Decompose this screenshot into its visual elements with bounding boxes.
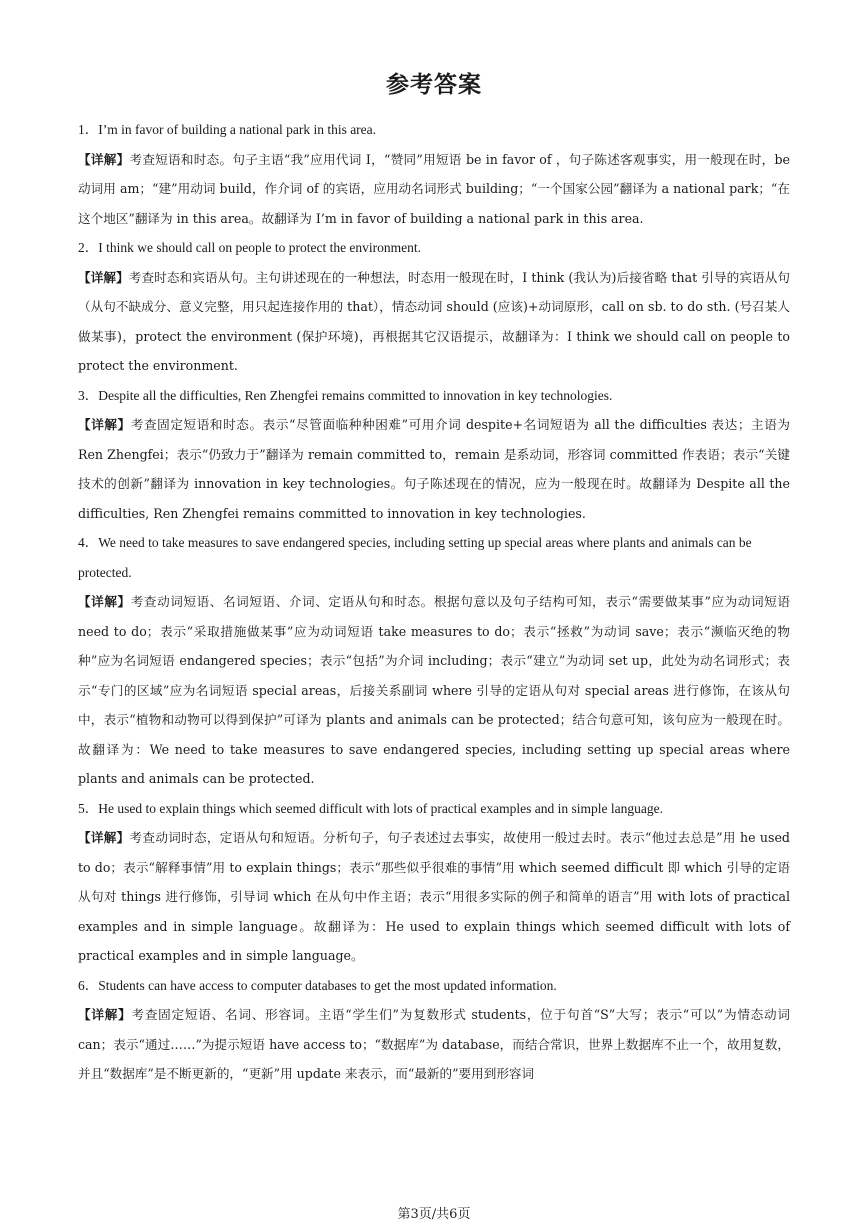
detail-tag: 【详解】 (78, 830, 130, 845)
answer-sentence: 3．Despite all the difficulties, Ren Zhengfei remains committed to innovation in key technologies. (78, 387, 613, 403)
answer-explanation (78, 1000, 790, 1089)
answer-sentence: 6．Students can have access to computer databases to get the most updated information. (78, 977, 557, 993)
answer-explanation (78, 410, 790, 528)
answer-item-6 (78, 971, 790, 1089)
detail-text: 考查动词时态，定语从句和短语。分析句子，句子表述过去事实，故使用一般过去时。表示“他过去总是”用 he used to do；表示“解释事情”用 to explain things；表示“那些似乎很难的事情”用 which seemed difficult 即 which 引导的定语从句对 things 进行修饰，引导词 which 在从句中作主语；表示“用很多实际的例子和简单的语言”用 with lots of practical examples and in simple language。故翻译为：He used to explain things which seemed difficult with lots of practical examples and in simple language。 (78, 830, 790, 963)
answer-explanation (78, 823, 790, 971)
answer-item-3 (78, 381, 790, 529)
detail-tag: 【详解】 (78, 594, 131, 609)
page-number: 第3页/共6页 (397, 1207, 471, 1222)
detail-text: 考查短语和时态。句子主语“我”应用代词 I，“赞同”用短语 be in favor of ，句子陈述客观事实，用一般现在时，be 动词用 am；“建”用动词 build，作介词 of 的宾语，应用动名词形式 building；“一个国家公园”翻译为 a national park；“在这个地区”翻译为 in this area。故翻译为 I’m in favor of building a national park in this area. (78, 151, 791, 226)
answer-list (78, 115, 790, 1089)
detail-tag: 【详解】 (78, 269, 129, 285)
detail-text: 考查固定短语和时态。表示“尽管面临种种困难”可用介词 despite+名词短语为 all the difficulties 表达；主语为 Ren Zhengfei；表示“仍致力于”翻译为 remain committed to，remain 是系动词，形容词 committed 作表语；表示“关键技术的创新”翻译为 innovation in key technologies。句子陈述现在的情况，应为一般现在时。故翻译为 Despite all the difficulties, Ren Zhengfei remains committed to innovation in key technologies. (78, 417, 791, 521)
answer-sentence: 1．I’m in favor of building a national park in this area. (78, 122, 377, 137)
answer-sentence: 2．I think we should call on people to protect the environment. (78, 240, 422, 255)
detail-tag: 【详解】 (78, 1007, 132, 1022)
answer-explanation (78, 587, 790, 794)
detail-tag: 【详解】 (78, 417, 131, 432)
page-title: 参考答案 (386, 72, 482, 98)
answer-item-4 (78, 528, 790, 794)
answer-sentence: 4．We need to take measures to save endangered species, including setting up special areas where plants and animals can be protected. (78, 535, 752, 580)
detail-text: 考查时态和宾语从句。主句讲述现在的一种想法，时态用一般现在时，I think (我认为)后接省略 that 引导的宾语从句（从句不缺成分、意义完整，用只起连接作用的 that），情态动词 should (应该)+动词原形，call on sb. to do sth. (号召某人做某事)，protect the environment (保护环境)，再根据其它汉语提示，故翻译为：I think we should call on people to protect the environment. (78, 269, 791, 373)
answer-sentence: 5．He used to explain things which seemed difficult with lots of practical examples and in simple language. (78, 800, 663, 816)
answer-explanation (78, 145, 790, 234)
detail-text: 考查动词短语、名词短语、介词、定语从句和时态。根据句意以及句子结构可知，表示“需要做某事”应为动词短语 need to do；表示“采取措施做某事”应为动词短语 take measures to do；表示“拯救”为动词 save；表示“濒临灭绝的物种”应为名词短语 endangered species；表示“包括”为介词 including；表示“建立”为动词 set up，此处为动名词形式；表示“专门的区域”应为名词短语 special areas，后接关系副词 where 引导的定语从句对 special areas 进行修饰，在该从句中，表示“植物和动物可以得到保护”可译为 plants and animals can be protected；结合句意可知，该句应为一般现在时。故翻译为：We need to take measures to save endangered species, including setting up special areas where plants and animals can be protected. (78, 594, 790, 786)
detail-tag: 【详解】 (78, 151, 130, 167)
detail-text: 考查固定短语、名词、形容词。主语“学生们”为复数形式 students，位于句首“S”大写；表示“可以”为情态动词 can；表示“通过……”为提示短语 have access to；“数据库”为 database，而结合常识，世界上数据库不止一个，故用复数，并且“数据库”是不断更新的，“更新”用 update 来表示，而“最新的”要用到形容词 (78, 1007, 790, 1081)
answer-explanation (78, 263, 790, 381)
answer-item-1 (78, 115, 790, 233)
answer-item-2 (78, 233, 790, 381)
answer-item-5 (78, 794, 790, 971)
